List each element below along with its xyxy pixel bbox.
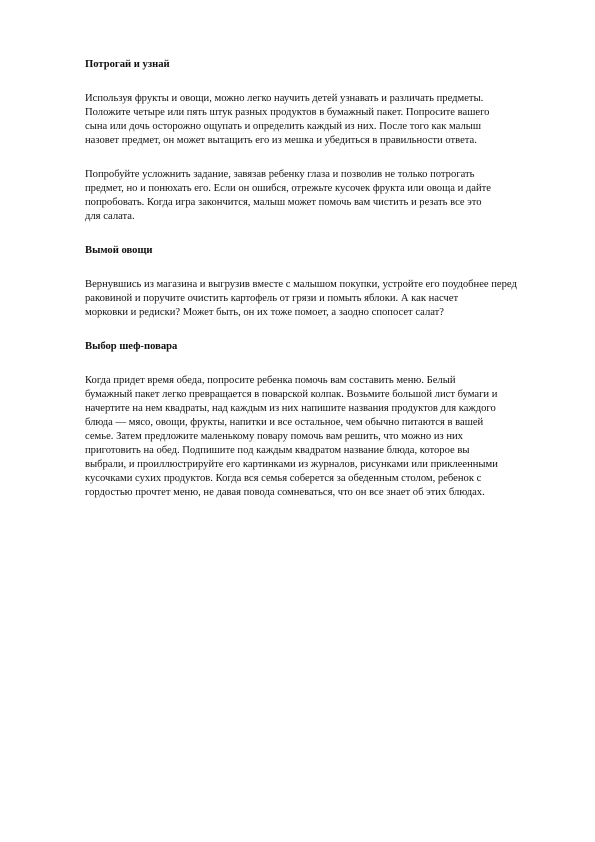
- text-line: назовет предмет, он может вытащить его из мешка и убедиться в правильности ответа.: [85, 135, 477, 146]
- section-heading-wash-vegetables: Вымой овощи: [85, 245, 153, 256]
- text-line: семье. Затем предложите маленькому повару помочь вам решить, что можно из них: [85, 431, 463, 442]
- text-line: приготовить на обед. Подпишите под каждым квадратом название блюда, которое вы: [85, 445, 470, 456]
- text-line: бумажный пакет легко превращается в поварской колпак. Возьмите большой лист бумаги и: [85, 389, 498, 400]
- text-line: начертите на нем квадраты, над каждым из них напишите названия продуктов для каждого: [85, 403, 496, 414]
- paragraph: [85, 374, 517, 500]
- paragraph: [85, 168, 517, 224]
- text-line: морковки и редиски? Может быть, он их тоже помоет, а заодно спопосет салат?: [85, 307, 445, 318]
- text-line: Используя фрукты и овощи, можно легко научить детей узнавать и различать предметы.: [85, 93, 484, 104]
- text-line: кусочками сухих продуктов. Когда вся семья соберется за обеденным столом, ребенок с: [85, 473, 482, 484]
- paragraph: [85, 92, 517, 148]
- text-line: Попробуйте усложнить задание, завязав ребенку глаза и позволив не только потрогать: [85, 169, 475, 180]
- text-line: гордостью прочтет меню, не давая повода сомневаться, что он все знает об этих блюдах.: [85, 487, 485, 498]
- text-line: раковиной и поручите очистить картофель от грязи и помыть яблоки. А как насчет: [85, 293, 459, 304]
- section-heading-chefs-choice: Выбор шеф-повара: [85, 341, 178, 352]
- text-line: блюда — мясо, овощи, фрукты, напитки и все остальное, чем обычно питаются в вашей: [85, 417, 484, 428]
- text-line: Когда придет время обеда, попросите ребенка помочь вам составить меню. Белый: [85, 375, 456, 386]
- text-line: для салата.: [85, 211, 135, 222]
- text-line: предмет, но и понюхать его. Если он ошибся, отрежьте кусочек фрукта или овоща и дайте: [85, 183, 492, 194]
- section-heading-touch-and-guess: Потрогай и узнай: [85, 59, 170, 70]
- text-line: выбрали, и проиллюстрируйте его картинками из журналов, рисунками или приклеенными: [85, 459, 498, 470]
- paragraph: [85, 278, 517, 320]
- text-line: Вернувшись из магазина и выгрузив вместе с малышом покупки, устройте его поудобнее перед: [85, 279, 517, 290]
- text-line: Положите четыре или пять штук разных продуктов в бумажный пакет. Попросите вашего: [85, 107, 490, 118]
- text-line: попробовать. Когда игра закончится, малыш может помочь вам чистить и резать все это: [85, 197, 482, 208]
- document-page: [85, 58, 517, 520]
- text-line: сына или дочь осторожно ощупать и определить каждый из них. После того как малыш: [85, 121, 482, 132]
